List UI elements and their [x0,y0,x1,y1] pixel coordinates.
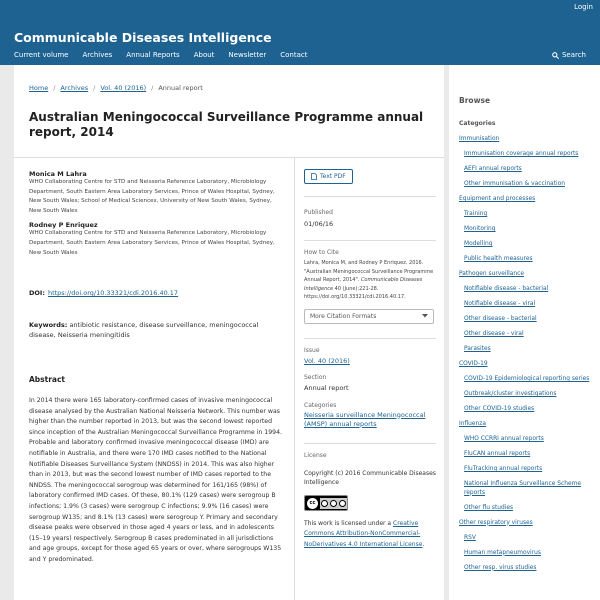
chevron-down-icon [422,314,428,318]
sidebar-subcategory[interactable]: Public health measures [464,256,533,262]
breadcrumb-separator: / [93,84,96,92]
author-name: Rodney P Enriquez [29,221,98,230]
pdf-download-button[interactable] [304,169,353,184]
section-value: Annual report [304,383,349,392]
license-icons [320,498,347,509]
breadcrumb-volume[interactable]: Vol. 40 (2016) [100,84,147,92]
divider [304,443,436,444]
sidebar-category[interactable]: Influenza [459,421,486,427]
issue-label: Issue [304,346,320,354]
sidebar-category[interactable]: Pathogen surveillance [459,271,524,277]
sidebar-subcategory[interactable]: FluCAN annual reports [464,451,531,457]
sidebar-subcategory[interactable]: National Influenza Surveillance Scheme reports [464,481,581,496]
nav-current-volume[interactable]: Current volume [14,51,69,59]
abstract-title: Abstract [29,375,66,384]
author [29,170,284,216]
citation-formats-label: More Citation Formats [310,312,377,320]
sidebar-subcategory[interactable]: RSV [464,534,476,541]
cc-logo-icon: cc [307,498,318,509]
sidebar-category[interactable]: Other respiratory viruses [459,519,533,526]
nav-about[interactable]: About [193,51,215,59]
file-pdf-icon [311,173,317,180]
author-affiliation: WHO Collaborating Centre for STD and Neisseria Reference Laboratory, Microbiology Department, South Eastern Area Laboratory Services, Prince of Wales Hospital, Sydney, New South Wales [29,230,275,256]
sidebar-category[interactable]: COVID-19 [459,361,488,367]
license-copyright: Copyright (c) 2016 Communicable Diseases Intelligence [304,469,436,487]
license-text-pre: This work is licensed under a [304,519,394,527]
doi-section [29,289,178,297]
citation-journal: Communicable Diseases Intelligence [304,277,423,292]
divider [14,157,444,158]
license-link[interactable]: Creative Commons Attribution-NonCommercial-NoDerivatives 4.0 International License [304,519,423,548]
divider [304,338,436,339]
keywords-value: antibiotic resistance, disease surveillance, meningococcal disease, Neisseria meningitidis [29,321,259,339]
details-column [304,165,436,550]
pdf-button-label: Text PDF [320,173,346,180]
author-name: Monica M Lahra [29,170,87,178]
cc-license-badge[interactable] [304,495,348,511]
breadcrumb-home[interactable]: Home [29,84,49,92]
sidebar-category[interactable]: Immunisation [459,136,500,142]
browse-title: Browse [459,96,491,105]
sidebar-category[interactable]: Equipment and processes [459,196,536,202]
categories-label: Categories [304,401,337,409]
sidebar-subcategory[interactable]: Other flu studies [464,504,514,511]
doi-link[interactable]: https://doi.org/10.33321/cdi.2016.40.17 [47,289,179,297]
sidebar-subcategory[interactable]: COVID-19 Epidemiological reporting series [464,376,590,382]
sidebar-subcategory[interactable]: Other resp. virus studies [464,564,537,571]
citation-text [304,259,436,302]
sidebar-subcategory[interactable]: WHO CCRRI annual reports [464,436,544,442]
divider [304,240,436,241]
sidebar-subcategory[interactable]: Human metapneumovirus [464,549,541,556]
license-text [304,519,436,551]
doi-label: DOI: [29,289,45,297]
sidebar-subcategory[interactable]: Other disease - viral [464,331,524,337]
article-main [14,65,444,600]
author [29,221,284,258]
section-label: Section [304,373,327,381]
sidebar-subcategory[interactable]: Training [464,211,488,217]
citation-text-pre: Lahra, Monica M, and Rodney P Enriquez. 2016. "Australian Meningococcal Surveillance Programme Annual Report, 2014". [304,260,434,283]
page-title: Australian Meningococcal Surveillance Programme annual report, 2014 [29,110,424,139]
categories-title: Categories [459,120,496,127]
sidebar-subcategory[interactable]: Notifiable disease - bacterial [464,286,549,292]
breadcrumb-separator: / [53,84,56,92]
authors-section [29,170,284,263]
sidebar-subcategory[interactable]: Other immunisation & vaccination [464,181,565,187]
sidebar-subcategory[interactable]: Other disease - bacterial [464,316,537,322]
login-link[interactable]: Login [574,3,593,11]
sidebar-subcategory[interactable]: Modelling [464,241,493,247]
nav-archives[interactable]: Archives [82,51,113,59]
breadcrumb-archives[interactable]: Archives [60,84,89,92]
issue-link[interactable]: Vol. 40 (2016) [304,356,350,365]
keywords-label: Keywords: [29,321,68,329]
sidebar-subcategory[interactable]: Monitoring [464,226,496,232]
breadcrumb [29,84,203,92]
keywords-section [29,320,279,340]
search-label: Search [561,51,586,59]
site-title[interactable]: Communicable Diseases Intelligence [14,30,272,45]
sidebar-subcategory[interactable]: Notifiable disease - viral [464,301,536,307]
sidebar-subcategory[interactable]: FluTracking annual reports [464,466,543,472]
main-nav [14,51,322,59]
divider [304,196,436,197]
nav-contact[interactable]: Contact [280,51,308,59]
search-icon [552,52,559,59]
sidebar-subcategory[interactable]: Outbreak/cluster investigations [464,391,557,397]
nav-newsletter[interactable]: Newsletter [228,51,267,59]
sidebar-subcategory[interactable]: Immunisation coverage annual reports [464,151,579,157]
categories-link[interactable]: Neisseria surveillance Meningococcal (AMSP) annual reports [304,410,426,428]
breadcrumb-separator: / [151,84,154,92]
citation-text-post: 40 (June):221-28. https://doi.org/10.33321/cdi.2016.40.17. [304,285,406,300]
abstract-text: In 2014 there were 165 laboratory-confirmed cases of invasive meningococcal disease analysed by the Australian National Neisseria Network. This number was higher than the number reported in 2013, but was the second lowest reported since inception of the Australian Meningococcal Surveillance Programme in 1994. Probable and laboratory confirmed invasive meningococcal disease (IMD) are notifiable in Australia, and there were 170 IMD cases notified to the National Notifiable Diseases Surveillance System (NNDSS) in 2014. This was also higher than in 2013, but was the second lowest number of IMD cases reported to the NNDSS. The meningococcal serogroup was determined for 161/165 (98%) of laboratory confirmed IMD cases. Of these, 80.1% (129 cases) were serogroup B infections; 1.9% (3 cases) were serogroup C infections; 9.9% (16 cases) were serogroup W135; and 8.1% (13 cases) were serogroup Y. Primary and secondary disease peaks were observed in those aged 4 years or less, and in adolescents (15–19 years) respectively. Serogroup B cases predominated in all jurisdictions and age groups, except for those aged 65 years or over, where serogroups W135 and Y predominated. [29,397,282,563]
site-header [0,0,600,65]
column-divider [294,157,295,600]
citation-formats-dropdown[interactable] [304,309,434,324]
author-affiliation: WHO Collaborating Centre for STD and Neisseria Reference Laboratory, Microbiology Department, South Eastern Area Laboratory Services, Prince of Wales Hospital, Sydney, New South Wales; School of Medical Sciences, University of New South Wales, Sydney, New South Wales [29,179,275,214]
category-list [459,135,597,579]
sidebar-subcategory[interactable]: AEFI annual reports [464,166,522,172]
breadcrumb-current: Annual report [158,84,203,92]
nav-annual-reports[interactable]: Annual Reports [126,51,180,59]
license-text-post: . [422,540,425,548]
search-button[interactable] [552,51,586,59]
published-value: 01/06/16 [304,220,334,228]
cite-label: How to Cite [304,249,339,256]
sidebar-subcategory[interactable]: Parasites [464,346,491,352]
license-label: License [304,451,327,459]
sidebar-subcategory[interactable]: Other COVID-19 studies [464,406,535,412]
published-label: Published [304,209,333,216]
sidebar [449,65,600,600]
